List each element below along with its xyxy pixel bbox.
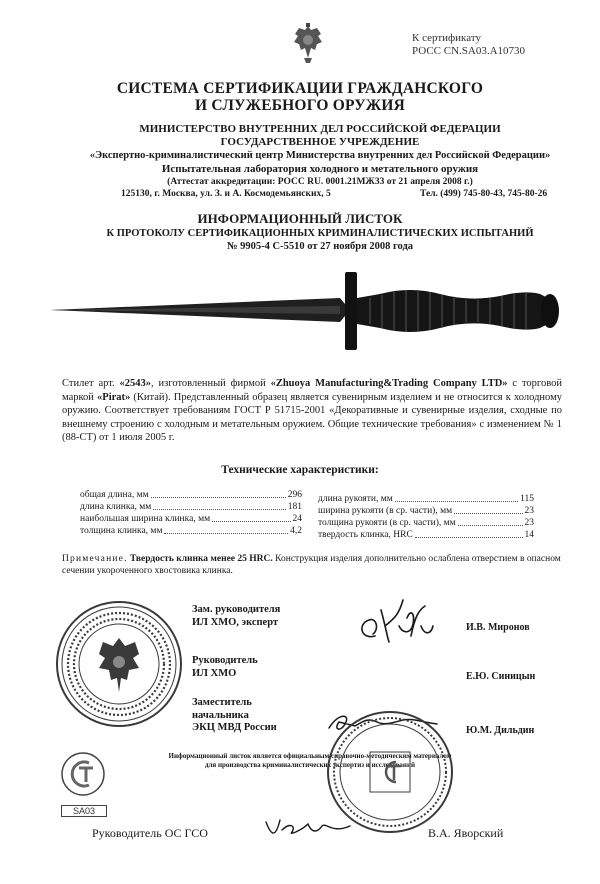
- accreditation: (Аттестат аккредитации: РОСС RU. 0001.21МЖ33 от 21 апреля 2008 г.): [167, 177, 473, 187]
- stiletto-knife-image: [50, 268, 560, 353]
- spec-label: толщина клинка, мм: [80, 526, 163, 536]
- note-text: Конструкция изделия дополнительно ослаблена отверстием в опасном сечении укороченного хвостовика клинка.: [62, 554, 561, 576]
- institution-name: ГОСУДАРСТВЕННОЕ УЧРЕЖДЕНИЕ: [220, 136, 420, 148]
- signer-1-name: И.В. Миронов: [466, 622, 530, 633]
- spec-row: [80, 490, 302, 501]
- spec-row: [318, 530, 534, 541]
- spec-value: 181: [287, 502, 302, 512]
- spec-value: 23: [524, 518, 534, 528]
- signer-1-title: [192, 604, 280, 629]
- certificate-reference: [412, 32, 525, 58]
- signer-2-name: Е.Ю. Синицын: [466, 671, 536, 682]
- gost-mark-icon: [55, 750, 111, 798]
- spec-label: наибольшая ширина клинка, мм: [80, 514, 211, 524]
- signer-3-title-line3: ЭКЦ МВД России: [192, 722, 277, 733]
- ministry-name: МИНИСТЕРСТВО ВНУТРЕННИХ ДЕЛ РОССИЙСКОЙ ФЕДЕРАЦИИ: [139, 123, 501, 135]
- spec-label: толщина рукояти (в ср. части), мм: [318, 518, 456, 528]
- protocol-number: № 9905-4 С-5510 от 27 ноября 2008 года: [226, 241, 414, 252]
- gost-code: SA03: [61, 805, 107, 817]
- signer-3-title-line2: начальника: [192, 709, 249, 721]
- spec-row: [318, 506, 534, 517]
- article-number: «2543»: [119, 378, 152, 389]
- spec-value: 4,2: [290, 526, 302, 536]
- manufacturer-name: «Zhuoya Manufacturing&Trading Company LTD»: [270, 378, 508, 389]
- signer-3-name: Ю.М. Дильдин: [466, 725, 535, 736]
- spec-value: 296: [287, 490, 302, 500]
- signer-2-title: [192, 655, 258, 680]
- signer-2-title-line2: ИЛ ХМО: [192, 667, 237, 679]
- spec-label: твердость клинка, HRC: [318, 530, 413, 540]
- cert-ref-line2: РОСС CN.SA03.A10730: [412, 45, 526, 57]
- center-name: «Экспертно-криминалистический центр Министерства внутренних дел Российской Федерации»: [89, 150, 551, 161]
- signer-3-title-line1: Заместитель: [192, 697, 252, 708]
- info-sheet-subtitle: К ПРОТОКОЛУ СЕРТИФИКАЦИОННЫХ КРИМИНАЛИСТИЧЕСКИХ ИСПЫТАНИЙ: [106, 228, 534, 239]
- footer-note-line2: для производства криминалистических экспертиз и исследований: [204, 761, 416, 769]
- desc-text-2: , изготовленный фирмой: [151, 378, 271, 389]
- brand-name: «Pirat»: [97, 391, 131, 403]
- address: 125130, г. Москва, ул. З. и А. Космодемьянских, 5: [121, 189, 331, 199]
- system-title-line2: И СЛУЖЕБНОГО ОРУЖИЯ: [195, 97, 405, 114]
- spec-value: 115: [520, 494, 534, 504]
- spec-value: 24: [292, 514, 302, 524]
- double-headed-eagle-emblem-icon: [290, 22, 326, 64]
- cert-ref-line1: К сертификату: [412, 32, 481, 44]
- certification-body-head-title: Руководитель ОС ГСО: [92, 826, 208, 840]
- phone: Тел. (499) 745-80-43, 745-80-26: [420, 189, 548, 199]
- note-paragraph: [62, 553, 562, 577]
- official-seal-stamp: [55, 600, 183, 728]
- desc-text-4: (Китай). Представленный образец является сувенирным изделием и не относится к холодному оружию. Соответствует требованиям ГОСТ Р 51715-2001 «Декоративные и сувенирные изделия, сходные по внешнему строению с холодным и метательным оружием. Общие технические требования» с изменением № 1 (88-СТ) от 1 июля 2005 г.: [62, 391, 562, 443]
- footer-note-line1: Информационный листок является официальным справочно-методическим материалом: [168, 752, 452, 760]
- spec-value: 14: [524, 530, 534, 540]
- product-description: [62, 377, 562, 445]
- spec-value: 23: [524, 506, 534, 516]
- system-title-line1: СИСТЕМА СЕРТИФИКАЦИИ ГРАЖДАНСКОГО: [116, 80, 484, 97]
- desc-text-3: с торговой маркой: [62, 378, 562, 403]
- specs-title: Технические характеристики:: [221, 464, 379, 476]
- specs-right-column: [318, 494, 534, 541]
- specs-left-column: [80, 490, 302, 537]
- certification-body-head-name: В.А. Яворский: [428, 826, 504, 840]
- system-title: [0, 80, 600, 114]
- spec-row: [318, 494, 534, 505]
- spec-row: [80, 514, 302, 525]
- lab-name: Испытательная лаборатория холодного и метательного оружия: [161, 163, 479, 175]
- spec-label: длина рукояти, мм: [318, 494, 393, 504]
- signature-4-image: [262, 812, 352, 842]
- spec-row: [80, 502, 302, 513]
- spec-row: [80, 526, 302, 537]
- signer-1-title-line1: Зам. руководителя: [192, 604, 281, 615]
- spec-label: длина клинка, мм: [80, 502, 152, 512]
- signer-3-title: [192, 697, 277, 735]
- signature-1-image: [355, 596, 435, 648]
- signer-2-title-line1: Руководитель: [192, 655, 258, 666]
- note-bold: Твердость клинка менее 25 HRC.: [127, 554, 273, 564]
- spec-row: [318, 518, 534, 529]
- gost-certification-logo: [55, 750, 111, 816]
- spec-label: общая длина, мм: [80, 490, 149, 500]
- info-sheet-title: ИНФОРМАЦИОННЫЙ ЛИСТОК: [197, 211, 403, 226]
- note-label: Примечание.: [62, 554, 128, 564]
- desc-text-1: Стилет арт.: [62, 378, 120, 389]
- signer-1-title-line2: ИЛ ХМО, эксперт: [192, 616, 279, 628]
- spec-label: ширина рукояти (в ср. части), мм: [318, 506, 453, 516]
